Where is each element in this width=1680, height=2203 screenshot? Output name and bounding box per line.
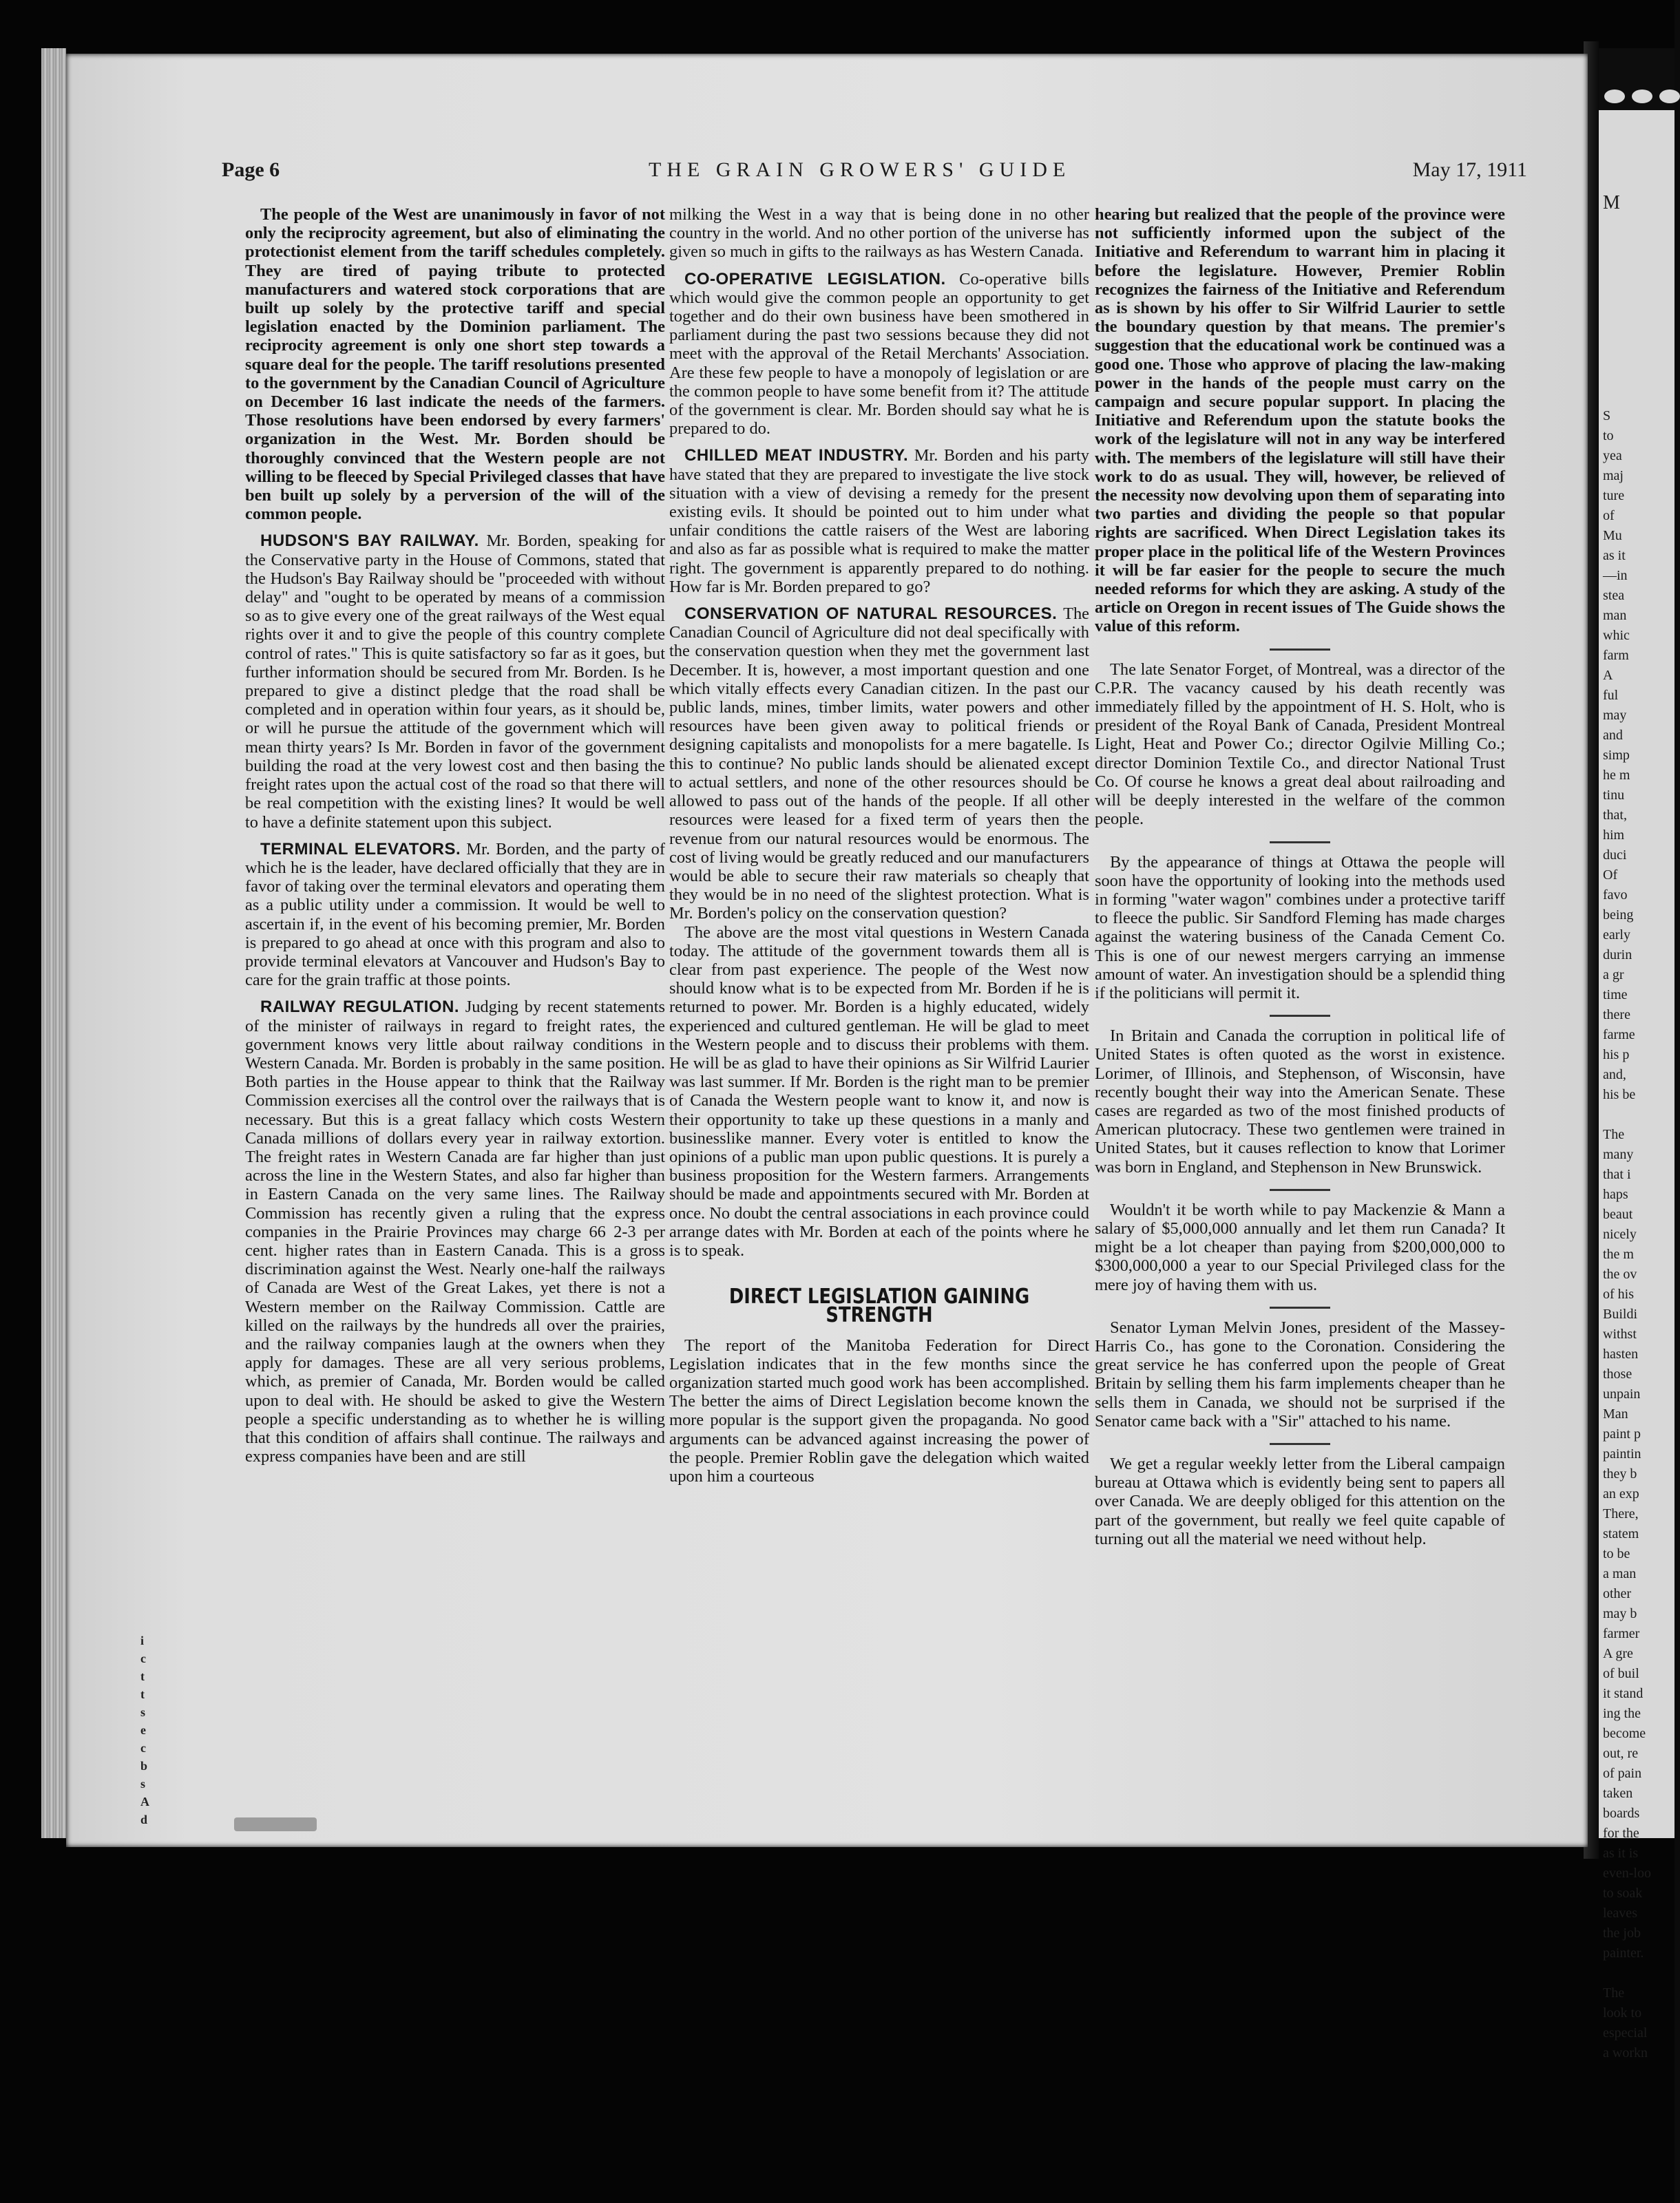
- margin-mark: c: [140, 1652, 146, 1665]
- paragraph-terminal-elevators: [245, 840, 665, 990]
- conservation-text: The Canadian Council of Agriculture did not deal specifically with the conservation question when they met the government last December. It is, however, a most important question and one which vitally effects every Canadian citizen. In the past our public lands, mines, timber limits, water powers and other resources have been given away to political friends or designing capitalists and monopolists for a mere bagatelle. Is this to continue? No public lands should be alienated except to actual settlers, and none of the other resources should be allowed to pass out of the hands of the people. If all other resources were leased for a fixed term of years then the revenue from our natural resources would be enormous. The cost of living would be greatly reduced and our manufacturers would be able to secure their raw materials so cheaply that they would be in no need of the slightest protection. What is Mr. Borden's policy on the conservation question?: [669, 604, 1089, 923]
- adjacent-page-line: especial: [1603, 2025, 1648, 2041]
- adjacent-page-line: [1599, 1963, 1651, 1983]
- ottawa-text: By the appearance of things at Ottawa the people will soon have the opportunity of looking into the methods used in forming "water wagon" combines under a protective tariff to fleece the public. Sir Sandford Fleming has made charges against the watering business of the Canada Cement Co. This is one of our newest mergers carrying an immense amount of water. An investigation should be a splendid thing if the politicians will permit it.: [1095, 852, 1505, 1002]
- adjacent-page-line: There,: [1603, 1506, 1639, 1521]
- ink-smudge: [234, 1817, 317, 1831]
- column-left: [245, 205, 665, 1466]
- vital-questions-text: The above are the most vital questions in Western Canada today. The attitude of the government towards them all is clear from past experience. The people of the West now should know what is to be expected from Mr. Borden if he is returned to power. Mr. Borden is a highly educated, widely experienced and cultured gentleman. He will be glad to meet the Western people and to discuss their problems with them. He will be as glad to have their opinions as Sir Wilfrid Laurier was last summer. If Mr. Borden is the right man to be premier of Canada the Western people want to know it, and now is their opportunity to take up these questions in a manly and businesslike manner. Every voter is entitled to know the opinions of a public man upon public questions. It is purely a business proposition for the Western farmers. Arrangements should be made and appointments secured with Mr. Borden at once. No doubt the central associations in each province could arrange dates with Mr. Borden at each of the points where he is to speak.: [669, 923, 1089, 1260]
- adjacent-page-line: an exp: [1603, 1486, 1639, 1501]
- margin-mark: d: [140, 1813, 148, 1826]
- paragraph-jones: [1095, 1318, 1505, 1431]
- separator-rule: [1270, 649, 1330, 651]
- adjacent-page-line: to: [1603, 428, 1614, 443]
- adjacent-page-line: ful: [1603, 688, 1619, 703]
- paragraph-cooperative: [669, 270, 1089, 439]
- adjacent-page-line: a gr: [1603, 967, 1624, 982]
- adjacent-page-line: as it: [1603, 548, 1626, 563]
- separator-rule: [1270, 1307, 1330, 1309]
- page-number: Page 6: [222, 158, 280, 181]
- adjacent-page-line: whic: [1603, 628, 1630, 643]
- adjacent-page-line: they b: [1603, 1466, 1637, 1482]
- adjacent-page-line: and,: [1603, 1067, 1626, 1082]
- adjacent-page-line: paintin: [1603, 1446, 1641, 1462]
- paragraph-direct-legislation: [669, 1336, 1089, 1486]
- heading-direct-legislation: DIRECT LEGISLATION GAINING STRENGTH: [728, 1285, 1030, 1328]
- jones-text: Senator Lyman Melvin Jones, president of the Massey-Harris Co., has gone to the Coronation. Considering the great service he has conferred upon the people of Great Britain by selling them his farm implements cheaper than he sells them in Canada, we should not be surprised if the Senator came back with a "Sir" attached to his name.: [1095, 1318, 1505, 1431]
- margin-mark: c: [140, 1741, 146, 1755]
- adjacent-page-line: The: [1603, 1985, 1625, 2001]
- adjacent-page-line: it stand: [1603, 1686, 1644, 1701]
- adjacent-page-line: haps: [1603, 1187, 1628, 1202]
- paragraph-vital-questions: [669, 923, 1089, 1261]
- separator-rule: [1270, 1189, 1330, 1191]
- hole-mark: [1604, 89, 1625, 103]
- direct-legislation-text: The report of the Manitoba Federation for Direct Legislation indicates that in the few months since the organization started much good work has been accomplished. The better the aims of Direct Legislation become known the more popular is the support given the propaganda. No good arguments can be advanced against increasing the power of the people. Premier Roblin gave the delegation which waited upon him a courteous: [669, 1336, 1089, 1486]
- adjacent-page-line: the ov: [1603, 1267, 1637, 1282]
- adjacent-page-line: even-loo: [1603, 1866, 1651, 1881]
- chilled-meat-text: Mr. Borden and his party have stated that they are prepared to investigate the live stock situation with a view of devising a remedy for the present existing evils. It should be pointed out to him under what unfair conditions the cattle raisers of the West are laboring and also as far as possible what is required to make the matter right. The government is apparently prepared to do nothing. How far is Mr. Borden prepared to go?: [669, 446, 1090, 596]
- adjacent-page-line: of: [1603, 508, 1615, 523]
- margin-mark: t: [140, 1669, 145, 1683]
- cooperative-text: Co-operative bills which would give the common people an opportunity to get together and do their own business have been smothered in parliament during the past two sessions because they did not meet with the approval of the Retail Merchants' Association. Are these few people to have a monopoly of legislation or are the common people to have some benefit from it? The attitude of the government is clear. Mr. Borden should say what he is prepared to do.: [669, 269, 1089, 439]
- column-right: [1095, 205, 1505, 1548]
- reciprocity-text: The people of the West are unanimously in favor of not only the reciprocity agreement, but also of eliminating the protectionist element from the tariff schedules completely. They are tired of paying tribute to protected manufacturers and watered stock corporations that are built up solely by the protective tariff and special legislation enacted by the Dominion parliament. The reciprocity agreement is only one short step towards a square deal for the people. The tariff resolutions presented to the government by the Canadian Council of Agriculture on December 16 last indicate the needs of the farmers. Those resolutions have been endorsed by every farmers' organization in the West. Mr. Borden should be thoroughly convinced that the Western people are not willing to be fleeced by Special Privileged classes that have ben built up solely by a perversion of the will of the common people.: [245, 205, 665, 524]
- adjacent-page-line: for the: [1603, 1826, 1639, 1841]
- adjacent-page-line: stea: [1603, 588, 1625, 603]
- margin-mark: s: [140, 1777, 146, 1791]
- adjacent-page-line: and: [1603, 728, 1623, 743]
- adjacent-page-line: maj: [1603, 468, 1624, 483]
- adjacent-page-line: of pain: [1603, 1766, 1642, 1781]
- heading-terminal-elevators: TERMINAL ELEVATORS.: [260, 839, 461, 858]
- publication-title: THE GRAIN GROWERS' GUIDE: [649, 158, 1071, 181]
- heading-railway-regulation: RAILWAY REGULATION.: [260, 998, 460, 1017]
- britain-text: In Britain and Canada the corruption in political life of United States is often quoted as the worst in existence. Lorimer, of Illinois, and Stephenson, of Wisconsin, have recently bought their way into the American Senate. These cases are regarded as two of the most finished products of American plutocracy. These two gentlemen were trained in United States, but it causes reflection to know that Lorimer was born in England, and Stephenson in New Brunswick.: [1095, 1026, 1505, 1177]
- adjacent-page-line: favo: [1603, 887, 1628, 903]
- adjacent-page-line: A gre: [1603, 1646, 1633, 1661]
- adjacent-page-line: a workn: [1603, 2045, 1648, 2060]
- paragraph-britain: [1095, 1026, 1505, 1177]
- adjacent-page-line: the job: [1603, 1926, 1641, 1941]
- paragraph-chilled-meat: [669, 446, 1089, 596]
- mackenzie-text: Wouldn't it be worth while to pay Mackenzie & Mann a salary of $5,000,000 annually and let them run Canada? It might be a lot cheaper than paying from $200,000,000 to $300,000,000 a year to our Special Privileged class for the mere joy of having them with us.: [1095, 1200, 1505, 1294]
- adjacent-page-line: may: [1603, 708, 1627, 723]
- adjacent-page-line: Mu: [1603, 528, 1622, 543]
- separator-rule: [1270, 841, 1330, 843]
- adjacent-page-line: that,: [1603, 808, 1627, 823]
- separator-rule: [1270, 1443, 1330, 1445]
- adjacent-page-line: painter.: [1603, 1946, 1644, 1961]
- adjacent-page-line: him: [1603, 828, 1625, 843]
- terminal-elevators-text: Mr. Borden, and the party of which he is the leader, have declared officially that they are in favor of taking over the terminal elevators and operating them as a public utility under a commission. It would be well to ascertain if, in the event of his becoming premier, Mr. Borden is prepared to go ahead at once with this program and also to provide terminal elevators at Vancouver and Hudson's Bay to care for the grain traffic at those points.: [245, 839, 665, 990]
- adjacent-page-line: that i: [1603, 1167, 1631, 1182]
- adjacent-page-line: the m: [1603, 1247, 1634, 1262]
- adjacent-page-line: paint p: [1603, 1426, 1641, 1442]
- adjacent-page-line: being: [1603, 907, 1634, 923]
- adjacent-page-line: as it is: [1603, 1846, 1639, 1861]
- adjacent-page-line: of his: [1603, 1287, 1634, 1302]
- paragraph-ottawa: [1095, 853, 1505, 1003]
- letter-text: We get a regular weekly letter from the Liberal campaign bureau at Ottawa which is evidently being sent to papers all over Canada. We are deeply obliged for this attention on the part of the government, but really we feel quite capable of turning out all the material we need without help.: [1095, 1454, 1505, 1548]
- margin-mark: t: [140, 1687, 145, 1701]
- milking-text: milking the West in a way that is being done in no other country in the world. And no other portion of the universe has given so much in gifts to the railways as has Western Canada.: [669, 205, 1089, 262]
- column-middle: [669, 205, 1089, 1486]
- paragraph-railway-regulation: [245, 998, 665, 1466]
- railway-regulation-text: Judging by recent statements of the minister of railways in regard to freight rates, the government knows very little about railway conditions in Western Canada. Mr. Borden is probably in the same position. Both parties in the House appear to think that the Railway Commission exercises all the control over the railways that is necessary. But this is a great fallacy which costs Western Canada millions of dollars every year in railway extortion. The freight rates in Western Canada are far higher than just across the line in the Western States, and also far higher than in Eastern Canada on the very same lines. The Railway Commission has recently given a ruling that the express companies in the Prairie Provinces may charge 66 2-3 per cent. higher rates than in Eastern Canada. This is a gross discrimination against the West. Nearly one-half the railways of Canada are West of the Great Lakes, yet there is not a Western member on the Railway Commission. Cattle are killed on the railways by the hundreds all over the prairies, and the railway companies laugh at the owners when they apply for damages. These are all very serious problems, which, as premier of Canada, Mr. Borden would be called upon to deal with. He should be asked to give the Western people a specific understanding as to whether he is willing that this condition of affairs shall continue. The railways and express companies have been and are still: [245, 998, 665, 1466]
- adjacent-page-line: a man: [1603, 1566, 1637, 1581]
- adjacent-page-line: those: [1603, 1367, 1632, 1382]
- adjacent-page-line: —in: [1603, 568, 1628, 583]
- heading-cooperative-legislation: CO-OPERATIVE LEGISLATION.: [684, 269, 946, 288]
- separator-rule: [1270, 1015, 1330, 1017]
- roblin-text: hearing but realized that the people of the province were not sufficiently informed upon the subject of the Initiative and Referendum to warrant him in placing it before the legislature. However, Premier Roblin recognizes the fairness of the Initiative and Referendum as is shown by his offer to Sir Wilfrid Laurier to settle the boundary question by that means. The premier's suggestion that the educational work be continued was a good one. Those who approve of placing the law-making power in the hands of the people must carry on the campaign and secure popular support. In placing the Initiative and Referendum upon the statute books the work of the legislature will not in any way be interfered with. The members of the legislature will still have their work to do as usual. They will, however, be relieved of the necessity now devolving upon them of separating into two parties and dividing the people so that popular rights are sacrificed. When Direct Legislation takes its proper place in the political life of the Western Provinces it will be far easier for the people to secure the much needed reforms for which they are asking. A study of the article on Oregon in recent issues of The Guide shows the value of this reform.: [1095, 205, 1505, 636]
- adjacent-page-line: ture: [1603, 488, 1625, 503]
- paragraph-forget: [1095, 660, 1505, 829]
- hudson-bay-text: Mr. Borden, speaking for the Conservative party in the House of Commons, stated that the Hudson's Bay Railway should be "proceeded with without delay" and "ought to be operated by means of a commission so as to give every one of the great railways of the West equal rights over it and to give the people of this country complete control of rates." This is quite satisfactory so far as it goes, but further information should be secured from Mr. Borden. Is he prepared to give a distinct pledge that the road shall be completed and in operation within four years, as it should be, or will he pursue the attitude of the government which will mean thirty years? Is Mr. Borden in favor of the government building the road at the very lowest cost and then basing the freight rates upon the actual cost of the road so that there will be real competition with the existing lines? It would be well to have a definite statement upon this subject.: [245, 531, 665, 832]
- adjacent-page-line: he m: [1603, 768, 1630, 783]
- adjacent-page-lines: [1599, 406, 1651, 2063]
- adjacent-page-line: early: [1603, 927, 1630, 942]
- paragraph-conservation: [669, 604, 1089, 923]
- adjacent-page-line: taken: [1603, 1786, 1633, 1801]
- hole-mark: [1659, 89, 1680, 103]
- adjacent-page-line: other: [1603, 1586, 1632, 1601]
- adjacent-page-line: there: [1603, 1007, 1630, 1022]
- forget-text: The late Senator Forget, of Montreal, was a director of the C.P.R. The vacancy caused by his death recently was immediately filled by the appointment of H. S. Holt, who is president of the Royal Bank of Canada, President Montreal Light, Heat and Power Co.; director Ogilvie Milling Co.; director Dominion Textile Co., and director National Trust Co. Of course he knows a great deal about railroading and will be deeply interested in the welfare of the common people.: [1095, 660, 1505, 829]
- margin-mark: e: [140, 1723, 146, 1737]
- adjacent-page-line: withst: [1603, 1327, 1637, 1342]
- paragraph-roblin: [1095, 205, 1505, 636]
- adjacent-page-line: [1599, 1105, 1651, 1125]
- margin-mark: i: [140, 1634, 145, 1647]
- paragraph-letter: [1095, 1455, 1505, 1548]
- adjacent-page-line: hasten: [1603, 1347, 1639, 1362]
- binding-holes: [1599, 48, 1674, 110]
- paragraph-mackenzie: [1095, 1201, 1505, 1294]
- heading-hudson-bay: HUDSON'S BAY RAILWAY.: [260, 531, 479, 551]
- issue-date: May 17, 1911: [1412, 158, 1527, 181]
- margin-mark: A: [140, 1795, 149, 1809]
- adjacent-page-line: out, re: [1603, 1746, 1639, 1761]
- adjacent-page-line: time: [1603, 987, 1628, 1002]
- adjacent-page-line: become: [1603, 1726, 1646, 1741]
- adjacent-page-line: farmer: [1603, 1626, 1640, 1641]
- paragraph-hudson-bay: [245, 531, 665, 831]
- adjacent-page-line: duci: [1603, 847, 1627, 863]
- margin-annotations: [140, 1632, 154, 1828]
- adjacent-page-line: of buil: [1603, 1666, 1639, 1681]
- adjacent-page-line: durin: [1603, 947, 1632, 962]
- adjacent-page-line: tinu: [1603, 788, 1625, 803]
- adjacent-page-line: unpain: [1603, 1387, 1641, 1402]
- adjacent-page-line: ing the: [1603, 1706, 1641, 1721]
- adjacent-page-line: leaves: [1603, 1906, 1637, 1921]
- page-stack-edges: [41, 48, 66, 1838]
- adjacent-page-line: his be: [1603, 1087, 1636, 1102]
- adjacent-page-line: many: [1603, 1147, 1634, 1162]
- adjacent-page-line: Man: [1603, 1406, 1628, 1422]
- adjacent-page-line: boards: [1603, 1806, 1640, 1821]
- hole-mark: [1632, 89, 1652, 103]
- adjacent-page-fragment: [1599, 48, 1674, 2060]
- heading-chilled-meat: CHILLED MEAT INDUSTRY.: [684, 446, 909, 465]
- adjacent-page-line: statem: [1603, 1526, 1639, 1541]
- adjacent-page-line: farme: [1603, 1027, 1635, 1042]
- adjacent-page-line: to be: [1603, 1546, 1630, 1561]
- adjacent-page-line: to soak: [1603, 1886, 1643, 1901]
- adjacent-page-line: his p: [1603, 1047, 1630, 1062]
- heading-conservation: CONSERVATION OF NATURAL RESOURCES.: [684, 604, 1058, 624]
- page-header: [222, 158, 1527, 186]
- adjacent-page-line: A: [1603, 668, 1613, 683]
- adjacent-page-line: nicely: [1603, 1227, 1637, 1242]
- margin-mark: b: [140, 1759, 148, 1773]
- adjacent-page-line: beaut: [1603, 1207, 1633, 1222]
- adjacent-page-line: S: [1603, 408, 1611, 423]
- adjacent-page-line: man: [1603, 608, 1627, 623]
- adjacent-page-line: may b: [1603, 1606, 1637, 1621]
- adjacent-page-line: The: [1603, 1127, 1625, 1142]
- margin-mark: s: [140, 1705, 146, 1719]
- adjacent-page-line: simp: [1603, 748, 1630, 763]
- paragraph-milking: [669, 205, 1089, 262]
- adjacent-page-line: farm: [1603, 648, 1629, 663]
- paragraph-reciprocity: [245, 205, 665, 523]
- adjacent-page-line: look to: [1603, 2005, 1642, 2021]
- adjacent-page-line: Of: [1603, 867, 1618, 883]
- adjacent-page-header: M: [1603, 192, 1620, 213]
- adjacent-page-line: Buildi: [1603, 1307, 1638, 1322]
- adjacent-page-line: yea: [1603, 448, 1622, 463]
